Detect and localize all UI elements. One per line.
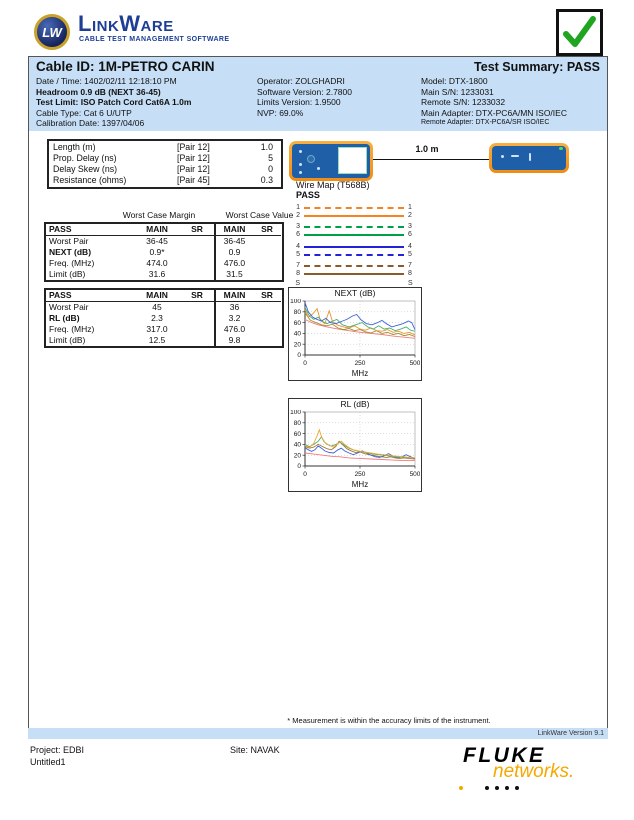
- report-frame: [28, 56, 608, 729]
- svg-text:20: 20: [293, 452, 301, 460]
- rl-chart-title: RL (dB): [340, 399, 370, 409]
- linkware-logo-icon: [34, 14, 70, 50]
- svg-text:20: 20: [293, 341, 301, 349]
- wiremap-row: [290, 251, 418, 259]
- svg-text:0: 0: [303, 360, 307, 367]
- measurements-table: [47, 139, 283, 189]
- status-cell: PASS: [46, 290, 134, 302]
- svg-text:250: 250: [354, 471, 366, 478]
- pin-label: 5: [408, 251, 412, 258]
- header-column-middle: [257, 76, 419, 118]
- cell: 0.9*: [149, 247, 165, 257]
- fluke-wordmark: FLUKE: [463, 744, 546, 767]
- next-chart-title: NEXT (dB): [334, 288, 376, 298]
- logo-initials: LW: [42, 24, 62, 40]
- cell: 0.9: [214, 247, 253, 258]
- pin-label: 6: [408, 231, 412, 238]
- meas-label: Resistance (ohms): [53, 175, 127, 185]
- remote-sn: Remote S/N: 1233032: [421, 97, 506, 107]
- meas-label: Delay Skew (ns): [53, 164, 118, 174]
- tester-button: [299, 171, 302, 174]
- linkware-logo: [34, 11, 334, 55]
- cell: [180, 258, 214, 269]
- cell: 36: [214, 302, 253, 313]
- remote-marking: [529, 153, 531, 161]
- pin-label: 8: [296, 270, 300, 277]
- svg-text:MHz: MHz: [351, 369, 369, 378]
- row-label: RL (dB): [49, 313, 80, 323]
- pin-label: 4: [408, 243, 412, 250]
- cell: [253, 313, 281, 324]
- cable-id: Cable ID: 1M-PETRO CARIN: [36, 59, 215, 74]
- svg-text:40: 40: [293, 330, 301, 338]
- svg-text:100: 100: [290, 299, 301, 306]
- row-label: Limit (dB): [49, 335, 86, 345]
- svg-text:0: 0: [297, 463, 301, 471]
- svg-text:80: 80: [293, 309, 301, 316]
- project-name: Project: EDBI: [30, 745, 85, 755]
- wire-1: [304, 207, 404, 209]
- meas-pair: [Pair 45]: [177, 175, 210, 185]
- meas-label: Length (m): [53, 142, 96, 152]
- logo-title: LinkWare: [78, 11, 174, 36]
- svg-text:0: 0: [297, 352, 301, 360]
- cell: [253, 324, 281, 335]
- cell: 31.5: [214, 269, 253, 280]
- row-label: Worst Pair: [49, 236, 89, 246]
- cell: [180, 236, 214, 247]
- svg-text:0: 0: [303, 471, 307, 478]
- svg-text:60: 60: [293, 430, 301, 438]
- fluke-logo-dots: [459, 786, 579, 792]
- cell: [253, 258, 281, 269]
- meas-value: 0: [268, 164, 273, 174]
- main-adapter: Main Adapter: DTX-PC6A/MN ISO/IEC: [421, 107, 567, 118]
- svg-text:500: 500: [409, 471, 420, 478]
- remote-marking: [511, 155, 519, 157]
- cell: [253, 269, 281, 280]
- report-header: [29, 57, 607, 131]
- pin-label: S: [408, 280, 413, 287]
- cable-type: Cable Type: Cat 6 U/UTP: [36, 107, 132, 118]
- wiremap-title: Wire Map (T568B): [296, 180, 370, 190]
- cell: 36-45: [146, 236, 168, 246]
- row-label: NEXT (dB): [49, 247, 92, 257]
- date-time: Date / Time: 1402/02/11 12:18:10 PM: [36, 76, 177, 86]
- sr-header: SR: [253, 224, 281, 236]
- meas-label: Prop. Delay (ns): [53, 153, 117, 163]
- wiremap-row: [290, 231, 418, 239]
- cell: 9.8: [214, 335, 253, 346]
- cell: [253, 335, 281, 346]
- meas-value: 1.0: [260, 142, 273, 152]
- cell: 476.0: [214, 258, 253, 269]
- accuracy-footnote: * Measurement is within the accuracy limits of the instrument.: [287, 716, 491, 725]
- pin-label: 3: [408, 223, 412, 230]
- main-header: MAIN: [214, 290, 253, 302]
- main-header: MAIN: [134, 290, 180, 302]
- pin-label: 3: [296, 223, 300, 230]
- cell: 31.6: [148, 269, 166, 279]
- cell: 2.3: [151, 313, 163, 323]
- row-label: Freq. (MHz): [49, 258, 95, 268]
- pass-check-icon: [556, 9, 603, 56]
- wiremap-status: PASS: [296, 190, 320, 200]
- remote-marking: [501, 155, 504, 158]
- patch-cord-line: [373, 159, 489, 160]
- status-cell: PASS: [46, 224, 134, 236]
- meas-value: 5: [268, 153, 273, 163]
- row-label: Limit (dB): [49, 269, 86, 279]
- svg-text:MHz: MHz: [351, 480, 369, 489]
- calibration-date: Calibration Date: 1397/04/06: [36, 118, 145, 128]
- cell: [180, 335, 214, 346]
- tester-nav-button: [307, 155, 315, 163]
- wire-5: [304, 254, 404, 256]
- wiremap-row: [290, 223, 418, 231]
- model: Model: DTX-1800: [421, 76, 488, 86]
- wire-7: [304, 265, 404, 267]
- header-column-right: [421, 76, 603, 129]
- pin-label: 2: [296, 212, 300, 219]
- logo-subtitle: CABLE TEST MANAGEMENT SOFTWARE: [79, 36, 230, 43]
- wiremap-row: [290, 270, 418, 278]
- next-chart-plot: [289, 299, 420, 379]
- wire-3: [304, 226, 404, 228]
- operator: Operator: ZOLGHADRI: [257, 76, 345, 86]
- project-info: [30, 745, 84, 768]
- sr-header: SR: [180, 290, 214, 302]
- cell: 12.5: [148, 335, 166, 345]
- pin-label: 8: [408, 270, 412, 277]
- cell: [180, 269, 214, 280]
- cell: 317.0: [146, 324, 168, 334]
- row-label: Freq. (MHz): [49, 324, 95, 334]
- rl-results-table: [44, 288, 284, 348]
- next-results-table: [44, 222, 284, 282]
- project-file: Untitled1: [30, 756, 66, 767]
- cell: 3.2: [214, 313, 253, 324]
- pin-label: 7: [296, 262, 300, 269]
- wiremap-row: [290, 262, 418, 270]
- pin-label: S: [295, 280, 300, 287]
- main-tester-screen: [338, 147, 367, 174]
- rl-chart: [288, 398, 422, 492]
- main-sn: Main S/N: 1233031: [421, 86, 494, 97]
- sr-header: SR: [253, 290, 281, 302]
- main-header: MAIN: [134, 224, 180, 236]
- tester-button: [299, 163, 302, 166]
- remote-led: [559, 147, 563, 150]
- software-version: Software Version: 2.7800: [257, 86, 352, 97]
- svg-text:80: 80: [293, 420, 301, 427]
- svg-text:250: 250: [354, 360, 366, 367]
- pin-label: 6: [296, 231, 300, 238]
- row-label: Worst Pair: [49, 302, 89, 312]
- pin-label: 5: [296, 251, 300, 258]
- cell: [180, 324, 214, 335]
- checkmark-icon: [559, 12, 600, 53]
- meas-pair: [Pair 12]: [177, 164, 210, 174]
- cell: [180, 313, 214, 324]
- tester-button: [299, 150, 302, 153]
- cell: 476.0: [214, 324, 253, 335]
- wire-6: [304, 234, 404, 236]
- site-name: Site: NAVAK: [230, 745, 280, 755]
- limits-version: Limits Version: 1.9500: [257, 97, 341, 107]
- rl-chart-plot: [289, 410, 420, 490]
- meas-pair: [Pair 12]: [177, 142, 210, 152]
- headroom: Headroom 0.9 dB (NEXT 36-45): [36, 86, 161, 97]
- sr-header: SR: [180, 224, 214, 236]
- cell: 36-45: [214, 236, 253, 247]
- pin-label: 2: [408, 212, 412, 219]
- nvp: NVP: 69.0%: [257, 107, 304, 118]
- pin-label: 1: [408, 204, 412, 211]
- cell: [253, 302, 281, 313]
- meas-value: 0.3: [260, 175, 273, 185]
- tester-button: [317, 167, 320, 170]
- main-header: MAIN: [214, 224, 253, 236]
- pin-label: 7: [408, 262, 412, 269]
- pin-label: 4: [296, 243, 300, 250]
- test-limit: Test Limit: ISO Patch Cord Cat6A 1.0m: [36, 97, 192, 107]
- linkware-version: LinkWare Version 9.1: [28, 728, 608, 739]
- cell: [253, 236, 281, 247]
- cell: 45: [152, 302, 162, 312]
- test-summary: Test Summary: PASS: [474, 60, 600, 74]
- remote-tester-image: [489, 143, 569, 173]
- header-column-left: [36, 76, 254, 129]
- next-chart: [288, 287, 422, 381]
- svg-text:40: 40: [293, 441, 301, 449]
- cell: 474.0: [146, 258, 168, 268]
- svg-text:100: 100: [290, 410, 301, 417]
- cell: [180, 302, 214, 313]
- worst-case-margin-header: Worst Case Margin: [122, 210, 196, 220]
- svg-text:60: 60: [293, 319, 301, 327]
- wire-8: [304, 273, 404, 275]
- cable-length-label: 1.0 m: [415, 144, 439, 154]
- meas-pair: [Pair 12]: [177, 153, 210, 163]
- remote-adapter: Remote Adapter: DTX-PC6A/SR ISO/IEC: [421, 119, 550, 126]
- main-tester-image: [289, 141, 373, 181]
- worst-case-value-header: Worst Case Value: [225, 210, 294, 220]
- fluke-networks-logo: [455, 744, 615, 799]
- svg-text:500: 500: [409, 360, 420, 367]
- wire-2: [304, 215, 404, 217]
- networks-wordmark: networks.: [493, 761, 575, 782]
- pin-label: 1: [296, 204, 300, 211]
- wiremap-row: [290, 243, 418, 251]
- cell: [253, 247, 281, 258]
- wire-4: [304, 246, 404, 248]
- cell: [180, 247, 214, 258]
